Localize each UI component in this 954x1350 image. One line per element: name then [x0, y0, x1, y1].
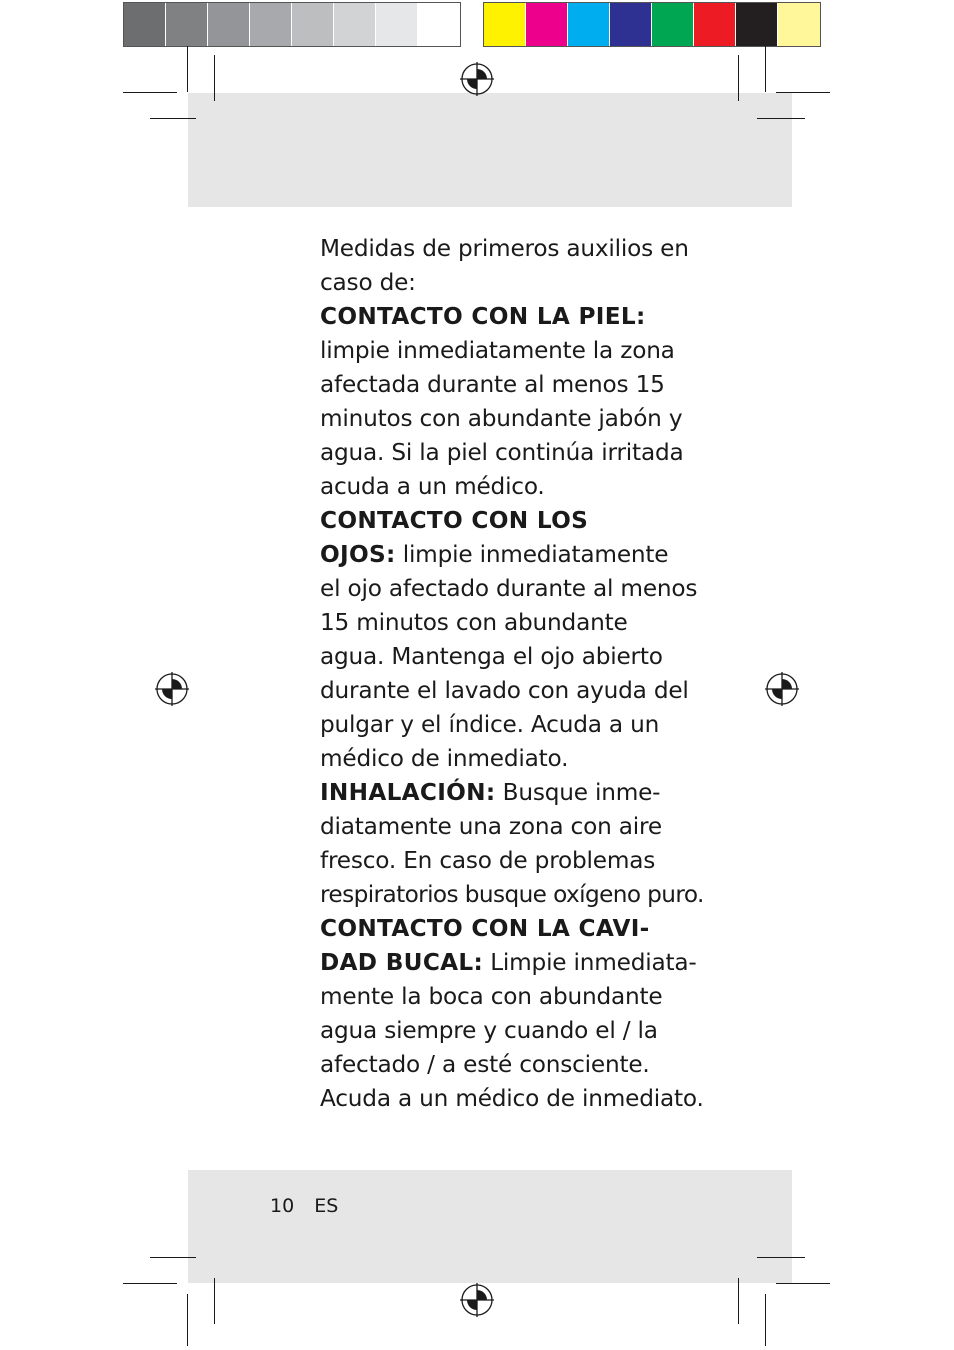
color-swatch: [778, 3, 820, 46]
intro-line: Medidas de primeros auxilios en: [320, 235, 689, 262]
color-swatch: [610, 3, 652, 46]
color-swatch: [484, 3, 526, 46]
crop-mark: [150, 118, 196, 119]
page-footer: [270, 1193, 338, 1219]
body-line: limpie inmediatamente la zona: [320, 337, 675, 364]
registration-mark-icon: [460, 62, 494, 96]
body-line: 15 minutos con abundante: [320, 609, 628, 636]
color-swatch: [736, 3, 778, 46]
heading-with-text: OJOS: limpie inmediatamente: [320, 541, 669, 568]
color-swatch: [652, 3, 694, 46]
crop-mark: [757, 118, 805, 119]
body-line: agua siempre y cuando el / la: [320, 1017, 658, 1044]
body-line: minutos con abundante jabón y: [320, 405, 683, 432]
first-aid-text: [320, 232, 704, 1116]
crop-mark: [187, 46, 188, 92]
color-swatch: [208, 3, 250, 46]
crop-mark: [123, 1283, 177, 1284]
registration-mark-icon: [460, 1283, 494, 1317]
body-line: mente la boca con abundante: [320, 983, 663, 1010]
crop-mark: [738, 55, 739, 101]
color-swatch: [292, 3, 334, 46]
color-swatch: [376, 3, 418, 46]
color-swatch: [568, 3, 610, 46]
section-heading-mouth: CONTACTO CON LA CAVI-: [320, 915, 650, 942]
body-line: diatamente una zona con aire: [320, 813, 662, 840]
heading-with-text: DAD BUCAL: Limpie inmediata-: [320, 949, 697, 976]
crop-mark: [214, 55, 215, 101]
color-swatch: [418, 3, 460, 46]
body-line: Acuda a un médico de inmediato.: [320, 1085, 704, 1112]
intro-line: caso de:: [320, 269, 416, 296]
grayscale-calibration-bar: [123, 2, 461, 47]
body-line: el ojo afectado durante al menos: [320, 575, 698, 602]
color-swatch: [166, 3, 208, 46]
body-line: afectado / a esté consciente.: [320, 1051, 650, 1078]
body-line: acuda a un médico.: [320, 473, 545, 500]
crop-mark: [765, 1294, 766, 1346]
body-line: afectada durante al menos 15: [320, 371, 665, 398]
crop-mark: [738, 1278, 739, 1324]
color-swatch: [334, 3, 376, 46]
registration-mark-icon: [155, 672, 189, 706]
crop-mark: [765, 46, 766, 92]
body-line: agua. Mantenga el ojo abierto: [320, 643, 663, 670]
crop-mark: [214, 1278, 215, 1324]
color-swatch: [526, 3, 568, 46]
body-line: agua. Si la piel continúa irritada: [320, 439, 684, 466]
body-line: médico de inmediato.: [320, 745, 569, 772]
body-line: pulgar y el índice. Acuda a un: [320, 711, 660, 738]
crop-mark: [150, 1257, 196, 1258]
crop-mark: [776, 1283, 830, 1284]
crop-mark: [776, 92, 830, 93]
section-heading-skin: CONTACTO CON LA PIEL:: [320, 303, 646, 330]
color-swatch: [250, 3, 292, 46]
body-line: respiratorios busque oxígeno puro.: [320, 881, 704, 908]
footer-band: [188, 1170, 792, 1283]
crop-mark: [187, 1294, 188, 1346]
crop-mark: [757, 1257, 805, 1258]
color-calibration-bar: [483, 2, 821, 47]
body-line: fresco. En caso de problemas: [320, 847, 656, 874]
section-heading-eyes: CONTACTO CON LOS: [320, 507, 589, 534]
language-code: ES: [314, 1195, 339, 1217]
section-heading-inhalation: INHALACIÓN: Busque inme-: [320, 779, 661, 806]
color-swatch: [124, 3, 166, 46]
header-band: [188, 93, 792, 207]
color-swatch: [694, 3, 736, 46]
page-number: 10: [270, 1195, 295, 1217]
crop-mark: [123, 92, 177, 93]
body-line: durante el lavado con ayuda del: [320, 677, 689, 704]
registration-mark-icon: [765, 672, 799, 706]
